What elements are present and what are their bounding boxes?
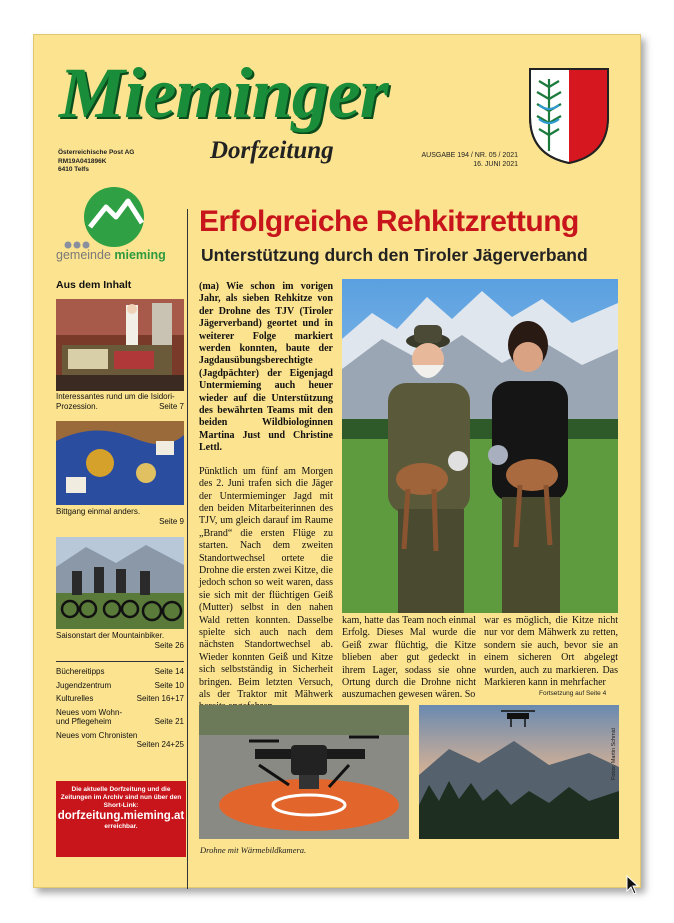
drone-caption: Drohne mit Wärmebildkamera. (200, 845, 307, 855)
postal-info (58, 149, 134, 175)
teaser-text: Saisonstart der Mountainbiker. (56, 631, 165, 640)
article-body: war es möglich, die Kitze nicht nur vor dem Mähwerk zu retten, sondern sie auch, bevor sie an einem sicheren Ort abgelegt wurden, auch zu markieren. Das Markieren kann in mehrfacher (484, 615, 618, 689)
teaser-page: Seite 9 (159, 516, 184, 526)
toc-page: Seiten 16+17 (136, 694, 184, 703)
logo-prefix: gemeinde (56, 248, 111, 262)
toc-item[interactable] (56, 694, 184, 704)
toc-item[interactable] (56, 740, 184, 750)
issue-number: AUSGABE 194 / NR. 05 / 2021 (421, 152, 518, 159)
promo-end: erreichbar. (104, 823, 138, 830)
drone-dusk-photo[interactable] (419, 705, 619, 839)
teaser-caption (56, 507, 184, 526)
post-line: 6410 Telfs (58, 166, 89, 173)
post-line: Österreichische Post AG (58, 149, 135, 156)
toc-label: Neues vom Chronisten (56, 730, 138, 740)
masthead-title: Mieminger (59, 53, 388, 133)
divider (56, 661, 184, 662)
teaser-caption (56, 392, 184, 411)
issue-info (416, 152, 518, 169)
drone-landing-photo[interactable] (199, 705, 409, 839)
issue-date: 16. JUNI 2021 (473, 160, 518, 168)
mountainbike-photo[interactable] (56, 537, 184, 629)
bittgang-photo[interactable] (56, 421, 184, 505)
article-column-1 (199, 281, 333, 725)
toc-page: Seite 21 (154, 717, 184, 726)
photo-credit: Fotos: Martin Schmid (611, 728, 617, 780)
article-lead: (ma) Wie schon im vorigen Jahr, als sieben Rehkitze von der Drohne des TJV (Tiroler Jägerverband) geortet und in weiterer Folge markiert werden konnten, baute der Jagdausübungsberechtigte (Jagdpächter) der Eigenjagd Untermieming auch heuer wieder auf die Unterstützung des bewährten Teams mit den beiden Wildbiologinnen Martina Just und Christine Lettl. (199, 281, 333, 454)
masthead-subtitle: Dorfzeitung (210, 137, 334, 164)
toc-item[interactable] (56, 708, 184, 718)
toc-page: Seite 10 (154, 680, 184, 690)
teaser-text: Interessantes rund um die Isidori-Prozession. (56, 392, 175, 411)
toc-item[interactable] (56, 667, 184, 677)
toc-label: und Pflegeheim (56, 717, 112, 726)
teaser-caption (56, 631, 184, 650)
promo-link[interactable]: dorfzeitung.mieming.at (57, 810, 185, 822)
prozession-photo[interactable] (56, 299, 184, 391)
teaser-page: Seite 26 (154, 640, 184, 650)
coat-of-arms-icon (526, 65, 612, 165)
article-body: Pünktlich um fünf am Morgen des 2. Juni trafen sich die Jäger der Untermieminger Jagd mit den beiden Mitarbeiterinnen des TJV, um gleich darauf im Raume „Brand“ die ersten Flüge zu starten. Nach dem zweiten Standortwechsel ortete die Drohne die ersten zwei Kitze, die jedoch schon so weit waren, dass sie sich mit der flüchtigen Geiß (Mutter) selbst in den nahen Wald retten konnten. Dasselbe spielte sich auch nach dem nächsten Standortwechsel ab. Wieder konnten Geiß und Kitze sich selbstständig in Sicherheit bringen. Beim letzten Versuch, als der Traktor mit Mähwerk (199, 465, 333, 700)
logo-name: mieming (114, 248, 166, 262)
toc-label: Büchereitipps (56, 667, 105, 676)
toc-label: Kulturelles (56, 694, 94, 703)
mouse-cursor-icon (626, 875, 640, 895)
gemeinde-logo-text (56, 248, 166, 262)
toc-label: Jugendzentrum (56, 680, 112, 690)
newspaper-page (33, 34, 641, 888)
teaser-text: Bittgang einmal anders. (56, 507, 141, 516)
rehkitz-rescue-photo[interactable] (342, 279, 618, 613)
table-of-contents (56, 667, 184, 750)
toc-item[interactable] (56, 731, 184, 741)
article-subheadline: Unterstützung durch den Tiroler Jägerverband (201, 245, 588, 265)
archive-promo-box (56, 781, 186, 857)
column-divider (187, 209, 188, 889)
sidebar-heading: Aus dem Inhalt (56, 279, 132, 291)
toc-page: Seite 14 (154, 667, 184, 676)
article-column-2 (342, 615, 476, 713)
promo-note: Die aktuelle Dorfzeitung und die Zeitungen im Archiv sind nun über den Short-Link: (60, 786, 182, 809)
continued-note[interactable]: Fortsetzung auf Seite 4 (539, 690, 607, 697)
article-body: kam, hatte das Team noch einmal Erfolg. Dieses Mal wurde die Geiß zwar flüchtig, die Kitze blieben aber gut gedeckt in ihrem Lager, sodass sie ohne Ortung durch die Drohne nicht auszumachen gewesen wären. So (342, 615, 476, 701)
toc-page: Seiten 24+25 (136, 740, 184, 749)
toc-label: Neues vom Wohn- (56, 707, 123, 717)
teaser-page: Seite 7 (159, 401, 184, 411)
toc-item[interactable] (56, 681, 184, 691)
toc-item[interactable] (56, 717, 184, 727)
post-line: RM19A041896K (58, 157, 107, 165)
article-column-3 (484, 615, 618, 700)
article-headline: Erfolgreiche Rehkitzrettung (199, 205, 579, 238)
